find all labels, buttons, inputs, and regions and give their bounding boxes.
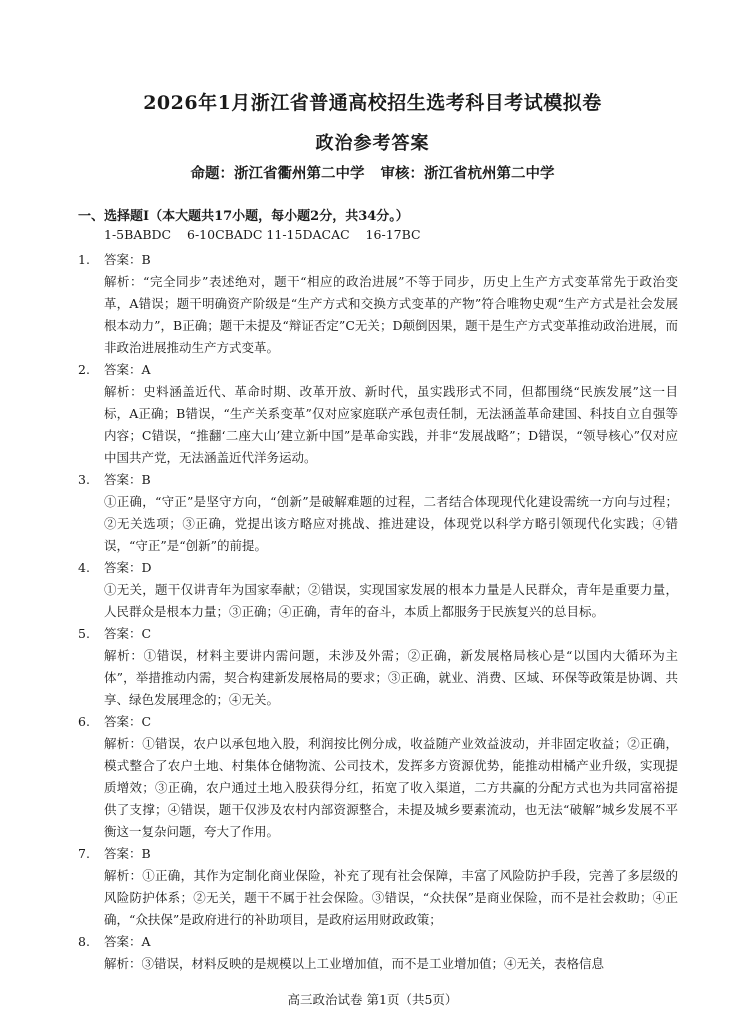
question-item <box>78 557 678 623</box>
question-item <box>78 249 678 359</box>
question-answer: 答案：D <box>104 560 152 575</box>
question-answer: 答案：B <box>104 846 151 861</box>
question-explanation: 解析：史料涵盖近代、革命时期、改革开放、新时代，虽实践形式不同，但都围绕“民族发展”这一目标，A正确；B错误，“生产关系变革”仅对应家庭联产承包责任制，无法涵盖革命建国、科技自立自强等内容；C错误，“推翻‘二座大山’建立新中国”是革命实践，并非“发展战略”；D错误，“领导核心”仅对应中国共产党，无法涵盖近代洋务运动。 <box>104 384 678 465</box>
question-number: 7. <box>78 846 90 861</box>
question-number: 2. <box>78 362 90 377</box>
question-answer: 答案：C <box>104 626 152 641</box>
question-answer: 答案：A <box>104 362 151 377</box>
question-answer: 答案：B <box>104 252 151 267</box>
question-answer: 答案：A <box>104 934 151 949</box>
section-heading: 一、选择题Ⅰ（本大题共17小题，每小题2分，共34分。） <box>78 209 409 224</box>
document-title: 2026年1月浙江省普通高校招生选考科目考试模拟卷 <box>143 92 602 114</box>
question-number: 5. <box>78 626 90 641</box>
question-list <box>78 249 678 975</box>
question-explanation: 解析：“完全同步”表述绝对，题干“相应的政治进展”不等于同步，历史上生产方式变革常先于政治变革，A错误；题干明确资产阶级是“生产方式和交换方式变革的产物”符合唯物史观“生产方式是社会发展根本动力”，B正确；题干未提及“辩证否定”C无关；D颠倒因果，题干是生产方式变革推动政治进展，而非政治进展推动生产方式变革。 <box>104 274 678 355</box>
question-number: 6. <box>78 714 90 729</box>
question-explanation: ①正确，“守正”是坚守方向，“创新”是破解难题的过程，二者结合体现现代化建设需统一方向与过程；②无关选项；③正确，党提出该方略应对挑战、推进建设，体现党以科学方略引领现代化实践；④错误，“守正”是“创新”的前提。 <box>104 494 678 553</box>
question-answer: 答案：B <box>104 472 151 487</box>
author-line <box>0 162 745 183</box>
answer-summary: 1-5BABDC 6-10CBADC 11-15DACAC 16-17BC <box>104 227 421 242</box>
question-item <box>78 359 678 469</box>
author-reviewer: 审核：浙江省杭州第二中学 <box>380 165 555 182</box>
question-number: 4. <box>78 560 90 575</box>
question-explanation: ①无关，题干仅讲青年为国家奉献；②错误，实现国家发展的根本力量是人民群众，青年是重要力量，人民群众是根本力量；③正确；④正确，青年的奋斗，本质上都服务于民族复兴的总目标。 <box>104 582 678 619</box>
question-explanation: 解析：③错误，材料反映的是规模以上工业增加值，而不是工业增加值；④无关，表格信息 <box>104 956 605 971</box>
question-item <box>78 623 678 711</box>
question-item <box>78 711 678 843</box>
question-answer: 答案：C <box>104 714 152 729</box>
author-proposer: 命题：浙江省衢州第二中学 <box>190 165 365 182</box>
question-number: 8. <box>78 934 90 949</box>
question-number: 1. <box>78 252 90 267</box>
question-explanation: 解析：①正确，其作为定制化商业保险，补充了现有社会保障，丰富了风险防护手段，完善了多层级的风险防护体系；②无关，题干不属于社会保险。③错误，“众扶保”是商业保险，而不是社会救助；④正确，“众扶保”是政府进行的补助项目，是政府运用财政政策； <box>104 868 678 927</box>
question-item <box>78 931 678 975</box>
question-item <box>78 843 678 931</box>
question-number: 3. <box>78 472 90 487</box>
page-footer: 高三政治试卷 第1页（共5页） <box>287 992 458 1007</box>
question-explanation: 解析：①错误，材料主要讲内需问题，未涉及外需；②正确，新发展格局核心是“以国内大循环为主体”，举措推动内需，契合构建新发展格局的要求；③正确，就业、消费、区域、环保等政策是协调、共享、绿色发展理念的；④无关。 <box>104 648 678 707</box>
question-explanation: 解析：①错误，农户以承包地入股，利润按比例分成，收益随产业效益波动，并非固定收益；②正确，模式整合了农户土地、村集体仓储物流、公司技术，发挥多方资源优势，能推动柑橘产业升级，实现提质增效；③正确，农户通过土地入股获得分红，拓宽了收入渠道，二方共赢的分配方式也为共同富裕提供了支撑；④错误，题干仅涉及农村内部资源整合，未提及城乡要素流动，也无法“破解”城乡发展不平衡这一复杂问题，夸大了作用。 <box>104 736 678 839</box>
question-item <box>78 469 678 557</box>
document-subtitle: 政治参考答案 <box>315 133 430 154</box>
